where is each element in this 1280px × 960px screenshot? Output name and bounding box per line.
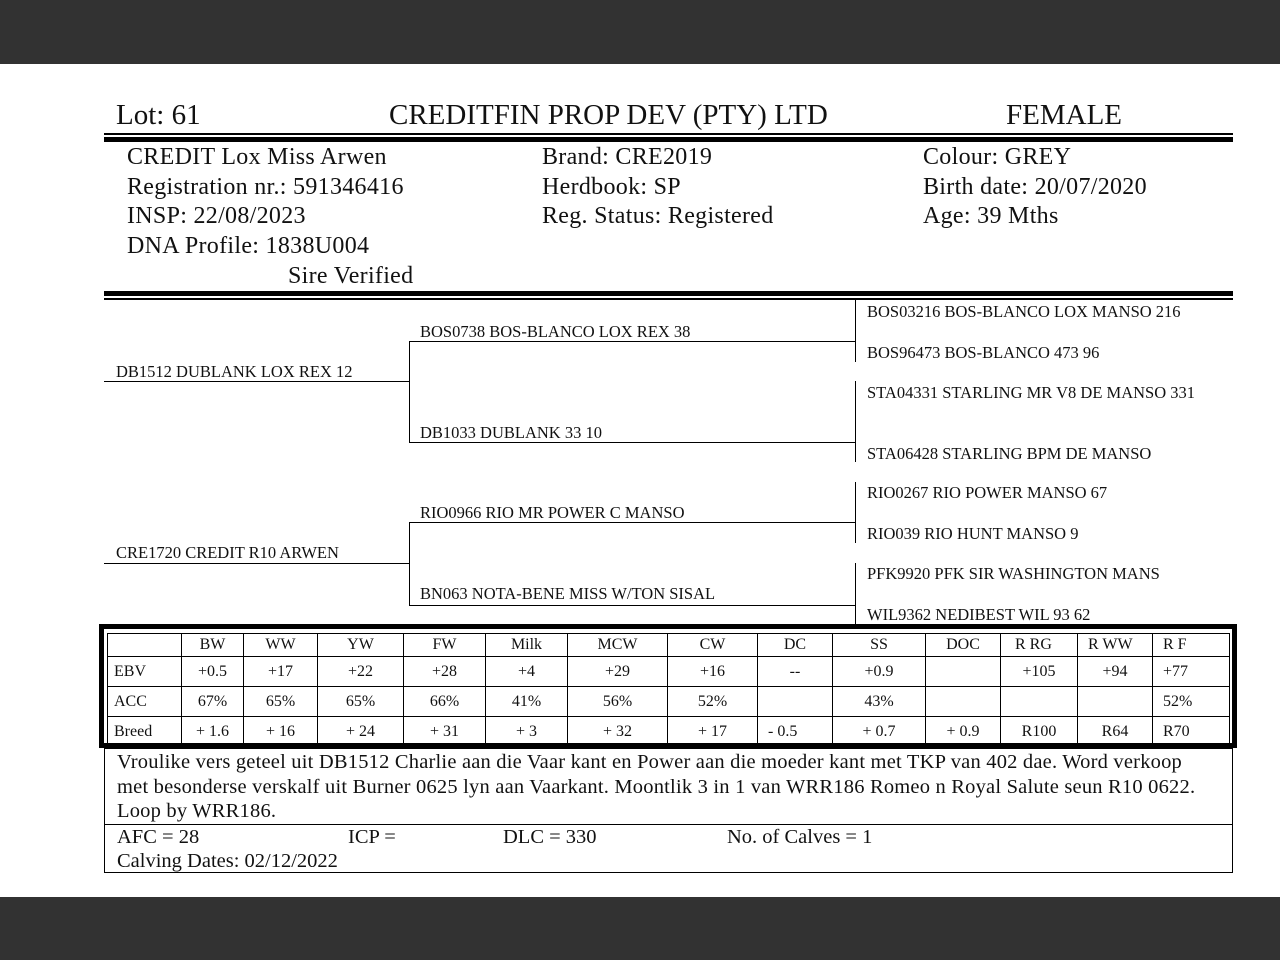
table-cell: Breed [108,717,182,747]
sire-sire-line [409,341,856,342]
pedigree-g3-1: BOS03216 BOS-BLANCO LOX MANSO 216 [867,302,1181,321]
table-header-cell: BW [182,634,244,657]
table-header-cell: R F [1153,634,1230,657]
dna-profile: DNA Profile: 1838U004 [127,233,370,259]
seller-name: CREDITFIN PROP DEV (PTY) LTD [389,99,828,131]
pedigree-g3-4: STA06428 STARLING BPM DE MANSO [867,444,1152,463]
table-cell: 65% [244,687,318,717]
insp-date: INSP: 22/08/2023 [127,203,306,229]
birth-date: Birth date: 20/07/2020 [923,174,1147,200]
table-cell: + 0.9 [926,717,1001,747]
pedigree-dam-dam: BN063 NOTA-BENE MISS W/TON SISAL [420,584,716,603]
table-cell: +77 [1153,657,1230,687]
table-cell [926,657,1001,687]
table-cell: 52% [1153,687,1230,717]
pedigree-sire-dam: DB1033 DUBLANK 33 10 [420,423,602,442]
info-rule-thick [104,291,1233,296]
table-cell: R64 [1078,717,1153,747]
g3-bracket-3 [855,482,856,543]
table-cell: + 3 [486,717,568,747]
table-cell: +0.5 [182,657,244,687]
table-header-cell: DOC [926,634,1001,657]
afc: AFC = 28 [117,826,200,848]
reg-status: Reg. Status: Registered [542,203,774,229]
table-header-cell: Milk [486,634,568,657]
table-cell: + 32 [568,717,668,747]
pedigree-g3-6: RIO039 RIO HUNT MANSO 9 [867,524,1079,543]
epd-table [107,633,1230,747]
table-cell: +0.9 [833,657,926,687]
sire-verified: Sire Verified [288,263,414,289]
remarks-box [104,748,1233,873]
table-cell: 41% [486,687,568,717]
pedigree-g3-7: PFK9920 PFK SIR WASHINGTON MANS [867,564,1160,583]
herdbook: Herdbook: SP [542,174,681,200]
table-header-cell [108,634,182,657]
g3-bracket-2 [855,381,856,462]
table-cell: + 0.7 [833,717,926,747]
header-rule-thin [104,133,1233,135]
table-cell: R100 [1001,717,1078,747]
table-cell: 66% [404,687,486,717]
table-cell [926,687,1001,717]
table-cell: +94 [1078,657,1153,687]
dam-dam-line [409,605,856,606]
table-header-cell: WW [244,634,318,657]
table-cell [758,687,833,717]
epd-header-row [108,634,1230,657]
table-cell: + 31 [404,717,486,747]
table-header-cell: YW [318,634,404,657]
remarks-text: Vroulike vers geteel uit DB1512 Charlie aan die Vaar kant en Power aan die moeder kant met TKP van 402 dae. Word verkoop met besonderse verskalf uit Burner 0625 lyn aan Vaarkant. Moontlik 3 in 1 van WRR186 Romeo n Royal Salute seun R10 0622. Loop by WRR186. [117,751,1196,822]
pedigree-g3-2: BOS96473 BOS-BLANCO 473 96 [867,343,1100,362]
colour: Colour: GREY [923,144,1072,170]
table-cell: +105 [1001,657,1078,687]
age: Age: 39 Mths [923,203,1059,229]
table-cell: +17 [244,657,318,687]
pedigree-sire: DB1512 DUBLANK LOX REX 12 [116,362,353,381]
table-header-cell: MCW [568,634,668,657]
table-cell: 43% [833,687,926,717]
table-cell: - 0.5 [758,717,833,747]
sire-line [104,381,410,382]
table-cell: 65% [318,687,404,717]
icp: ICP = [348,826,396,848]
pedigree-dam: CRE1720 CREDIT R10 ARWEN [116,543,339,562]
g3-bracket-4 [855,563,856,625]
calving-dates: Calving Dates: 02/12/2022 [117,850,338,872]
g3-bracket-1 [855,300,856,362]
table-header-cell: R WW [1078,634,1153,657]
table-header-cell: CW [668,634,758,657]
table-cell: R70 [1153,717,1230,747]
table-cell: +29 [568,657,668,687]
info-rule-thin [104,298,1233,300]
table-row-acc [108,687,1230,717]
dam-line [104,563,410,564]
table-cell: +4 [486,657,568,687]
table-cell: 52% [668,687,758,717]
pedigree-dam-sire: RIO0966 RIO MR POWER C MANSO [420,503,685,522]
table-cell: ACC [108,687,182,717]
table-cell: EBV [108,657,182,687]
table-cell: + 1.6 [182,717,244,747]
sire-dam-line [409,442,856,443]
table-cell [1078,687,1153,717]
dam-bracket [409,522,410,605]
pedigree-g3-5: RIO0267 RIO POWER MANSO 67 [867,483,1108,502]
table-header-cell: R RG [1001,634,1078,657]
bottom-dark-band [0,897,1280,960]
table-cell: 56% [568,687,668,717]
table-cell: +28 [404,657,486,687]
table-header-cell: DC [758,634,833,657]
table-header-cell: FW [404,634,486,657]
table-cell: 67% [182,687,244,717]
sex-label: FEMALE [1006,99,1122,131]
registration-number: Registration nr.: 591346416 [127,174,404,200]
sire-bracket [409,341,410,442]
header-rule-thick [104,137,1233,142]
lot-number: Lot: 61 [116,99,201,131]
table-row-breed [108,717,1230,747]
number-of-calves: No. of Calves = 1 [727,826,873,848]
animal-name: CREDIT Lox Miss Arwen [127,144,387,170]
brand: Brand: CRE2019 [542,144,713,170]
table-cell [1001,687,1078,717]
pedigree-g3-8: WIL9362 NEDIBEST WIL 93 62 [867,605,1091,624]
table-cell: +22 [318,657,404,687]
top-dark-band [0,0,1280,64]
table-header-cell: SS [833,634,926,657]
table-cell: + 17 [668,717,758,747]
pedigree-g3-3: STA04331 STARLING MR V8 DE MANSO 331 [867,383,1195,402]
remarks-divider [105,824,1232,825]
dlc: DLC = 330 [503,826,597,848]
table-row-ebv [108,657,1230,687]
table-cell: + 16 [244,717,318,747]
dam-sire-line [409,522,856,523]
table-cell: -- [758,657,833,687]
table-cell: +16 [668,657,758,687]
table-cell: + 24 [318,717,404,747]
pedigree-sire-sire: BOS0738 BOS-BLANCO LOX REX 38 [420,322,691,341]
